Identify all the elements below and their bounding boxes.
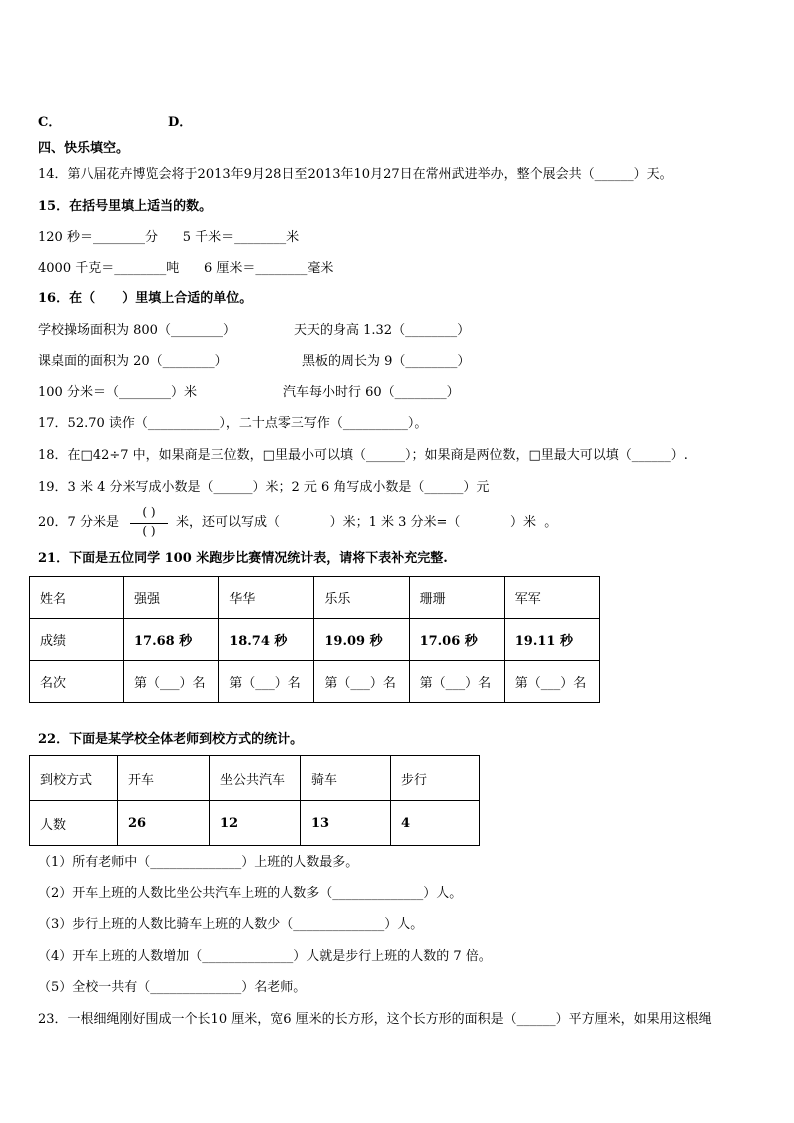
question-16-item: 汽车每小时行 60（________） [283, 385, 460, 400]
table-cell: 12 [210, 801, 301, 846]
table-cell: 19.09 秒 [314, 619, 409, 661]
table-row [30, 661, 600, 703]
question-20-prefix: 20．7 分米是 [38, 515, 119, 530]
question-21-stem: 21．下面是五位同学 100 米跑步比赛情况统计表，请将下表补充完整. [38, 551, 448, 566]
fraction-numerator: ( ) [142, 505, 156, 519]
table-cell: 人数 [30, 801, 118, 846]
question-23: 23．一根细绳刚好围成一个长10 厘米，宽6 厘米的长方形，这个长方形的面积是（______）平方厘米，如果用这根绳 [38, 1012, 712, 1027]
table-cell: 骑车 [301, 756, 391, 801]
fraction-denominator: ( ) [142, 524, 156, 538]
question-16-item: 学校操场面积为 800（________） [38, 323, 236, 338]
question-22-sub-3: （3）步行上班的人数比骑车上班的人数少（______________）人。 [38, 917, 424, 932]
commute-table [29, 755, 480, 846]
question-18: 18．在□42÷7 中，如果商是三位数，□里最小可以填（______）；如果商是两位数，□里最大可以填（______）. [38, 448, 688, 463]
question-22-sub-5: （5）全校一共有（______________）名老师。 [38, 980, 307, 995]
question-16-stem: 16．在（ ）里填上合适的单位。 [38, 291, 253, 306]
table-cell: 第（___）名 [504, 661, 599, 703]
table-cell: 13 [301, 801, 391, 846]
question-16-item: 100 分米＝（________）米 [38, 385, 197, 400]
option-d: D． [168, 115, 193, 130]
table-cell: 姓名 [30, 577, 124, 619]
table-cell: 18.74 秒 [219, 619, 314, 661]
question-16-item: 天天的身高 1.32（________） [294, 323, 471, 338]
table-cell: 到校方式 [30, 756, 118, 801]
question-15-row-1: 120 秒＝________分 5 千米＝________米 [38, 230, 300, 245]
race-results-table [29, 576, 600, 703]
question-17: 17．52.70 读作（___________），二十点零三写作（__________）。 [38, 416, 428, 431]
table-cell: 第（___）名 [409, 661, 504, 703]
question-20-suffix: 米，还可以写成（ ）米；1 米 3 分米=（ ）米 。 [176, 515, 558, 530]
question-19: 19．3 米 4 分米写成小数是（______）米；2 元 6 角写成小数是（______）元 [38, 480, 490, 495]
table-cell: 26 [118, 801, 210, 846]
question-15-row-2: 4000 千克＝________吨 6 厘米＝________毫米 [38, 261, 334, 276]
question-22-sub-1: （1）所有老师中（______________）上班的人数最多。 [38, 855, 359, 870]
table-cell: 4 [391, 801, 480, 846]
section-title: 四、快乐填空。 [38, 141, 130, 156]
question-14: 14．第八届花卉博览会将于2013年9月28日至2013年10月27日在常州武进举办，整个展会共（______）天。 [38, 167, 673, 182]
question-16-item: 黑板的周长为 9（________） [302, 354, 471, 369]
table-cell: 乐乐 [314, 577, 409, 619]
table-cell: 17.06 秒 [409, 619, 504, 661]
table-cell: 坐公共汽车 [210, 756, 301, 801]
table-row [30, 756, 480, 801]
table-row [30, 577, 600, 619]
table-cell: 成绩 [30, 619, 124, 661]
table-cell: 19.11 秒 [504, 619, 599, 661]
table-cell: 17.68 秒 [124, 619, 219, 661]
table-cell: 开车 [118, 756, 210, 801]
question-16-item: 课桌面的面积为 20（________） [38, 354, 228, 369]
table-cell: 第（___）名 [124, 661, 219, 703]
table-cell: 第（___）名 [219, 661, 314, 703]
question-15-stem: 15．在括号里填上适当的数。 [38, 199, 213, 214]
question-22-sub-4: （4）开车上班的人数增加（______________）人就是步行上班的人数的 7 倍。 [38, 949, 492, 964]
table-row [30, 619, 600, 661]
question-20-fraction [126, 505, 172, 541]
table-cell: 华华 [219, 577, 314, 619]
option-c: C． [38, 115, 62, 130]
table-cell: 名次 [30, 661, 124, 703]
question-22-sub-2: （2）开车上班的人数比坐公共汽车上班的人数多（______________）人。 [38, 886, 463, 901]
table-cell: 珊珊 [409, 577, 504, 619]
table-cell: 强强 [124, 577, 219, 619]
table-cell: 军军 [504, 577, 599, 619]
question-22-stem: 22．下面是某学校全体老师到校方式的统计。 [38, 732, 304, 747]
table-row [30, 801, 480, 846]
table-cell: 第（___）名 [314, 661, 409, 703]
table-cell: 步行 [391, 756, 480, 801]
